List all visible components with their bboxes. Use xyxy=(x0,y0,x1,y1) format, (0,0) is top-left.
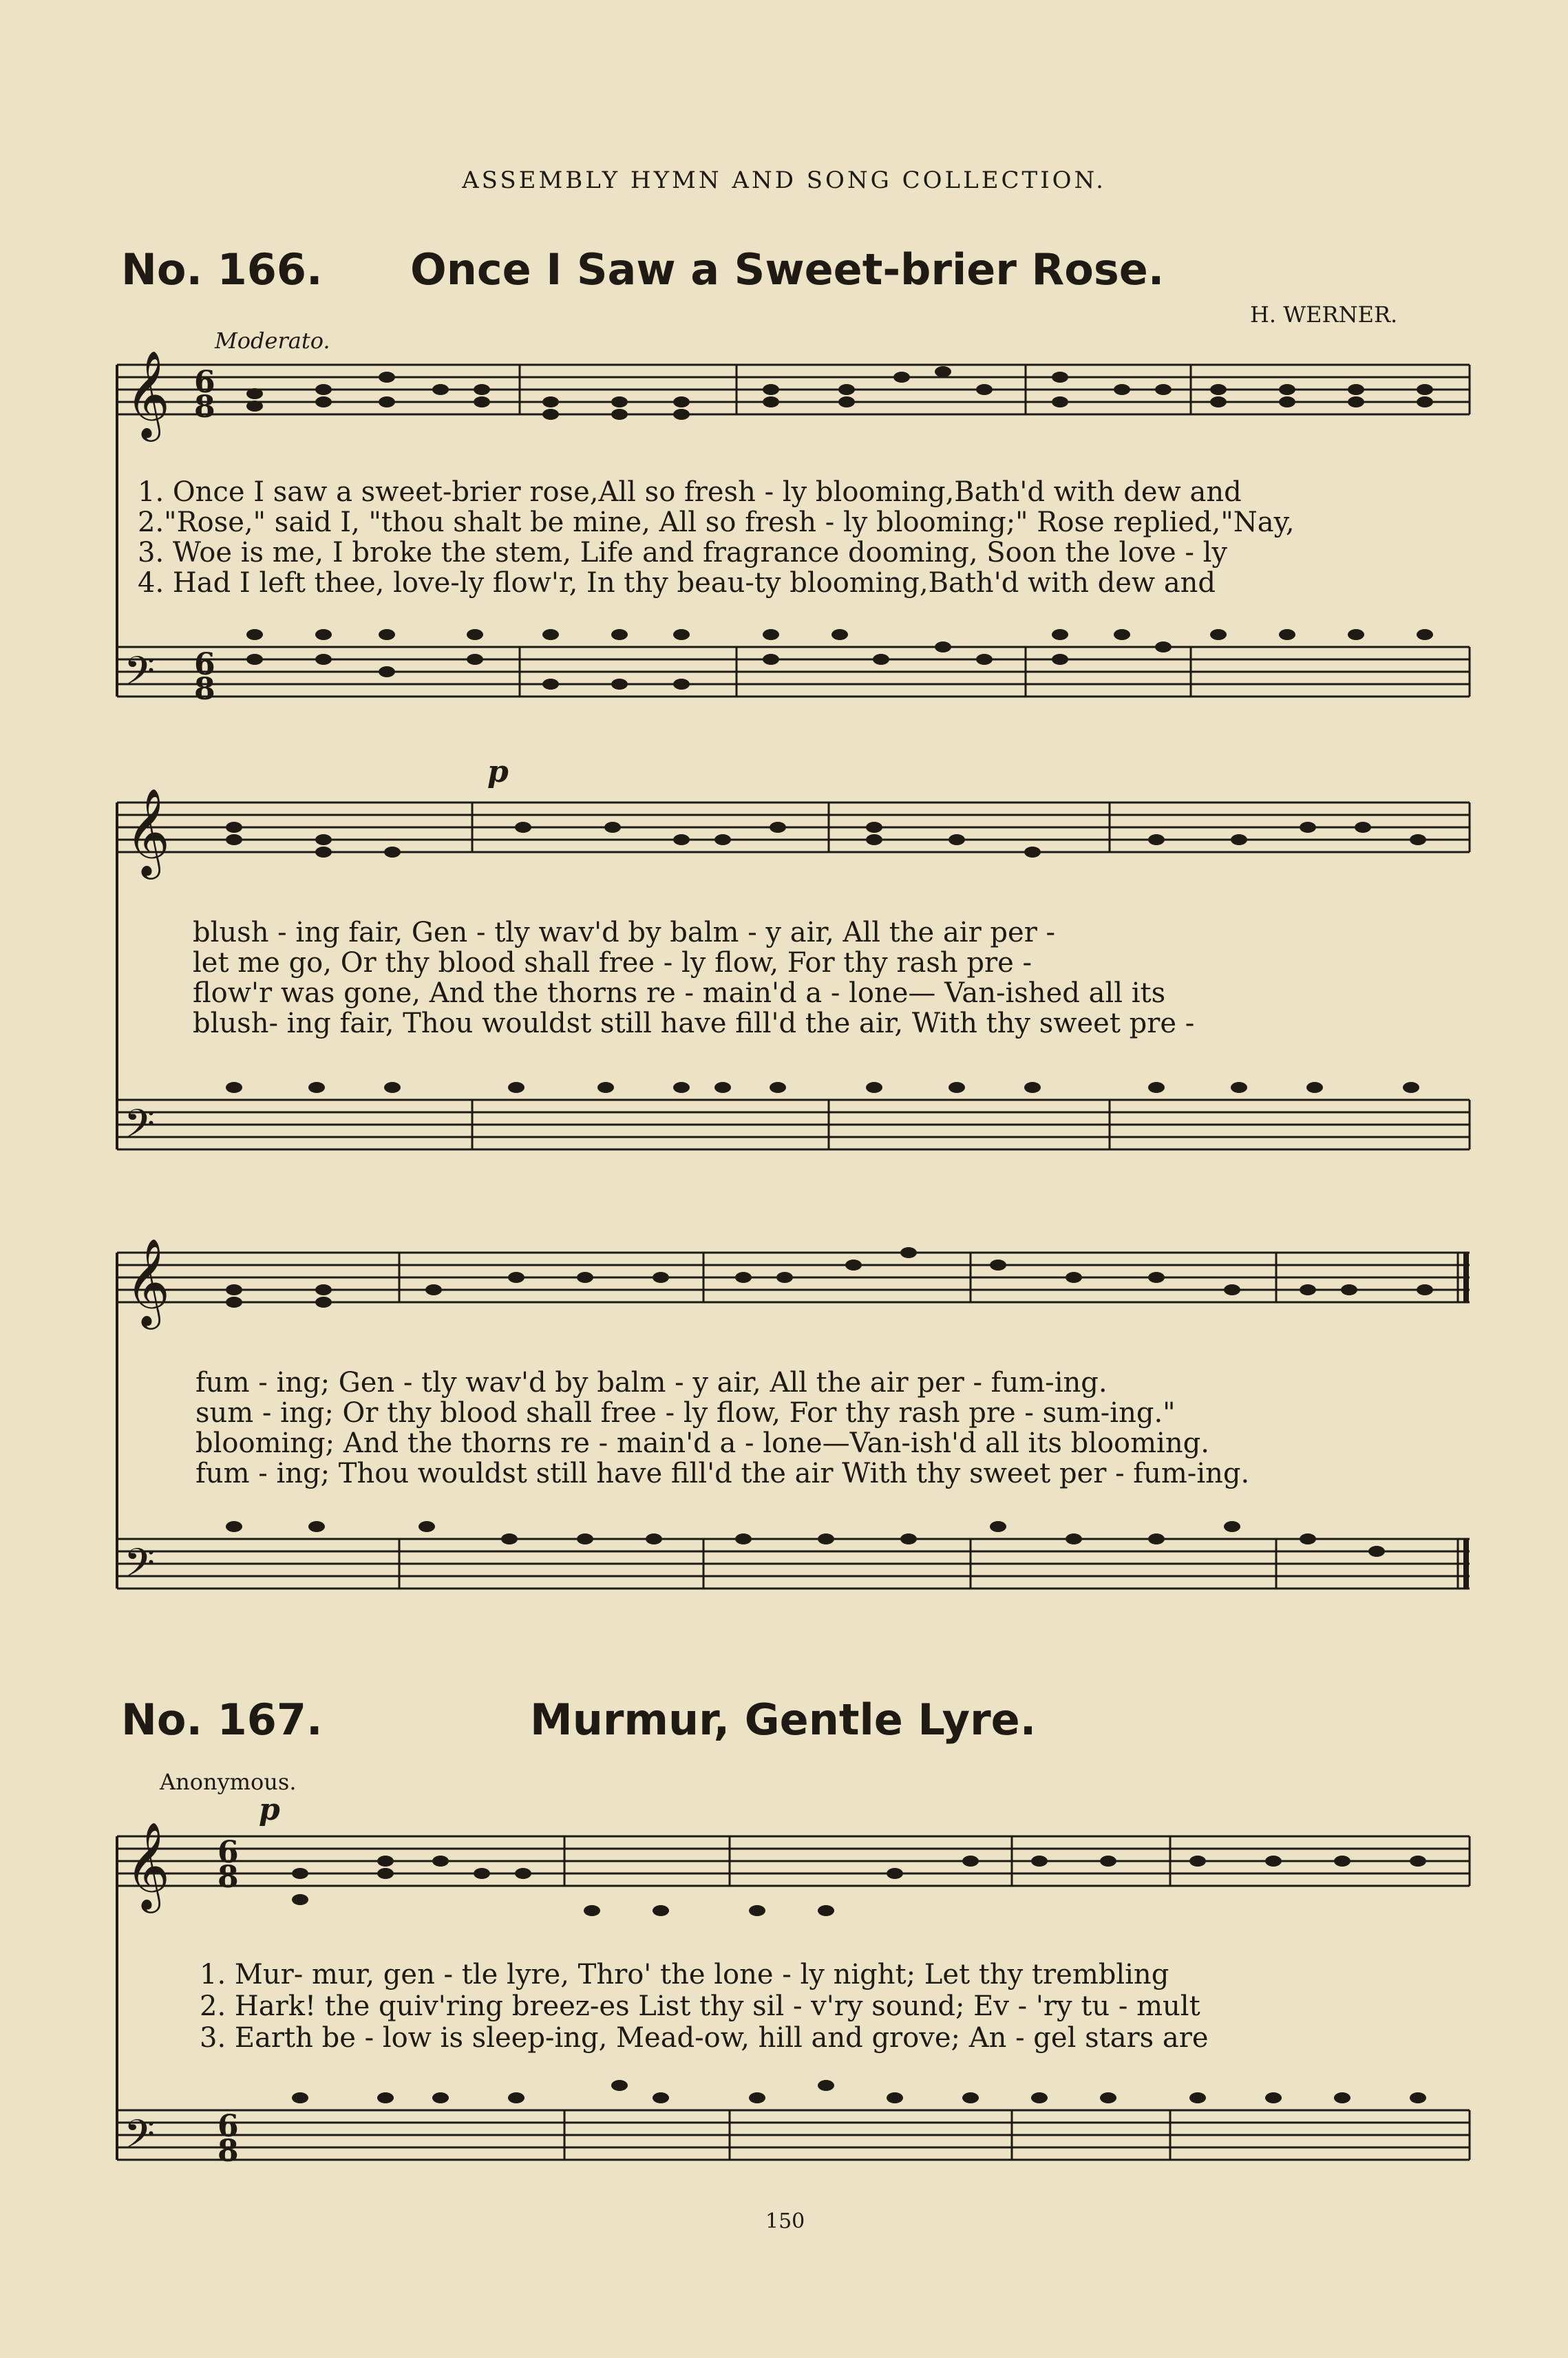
lyric-167-1: 1. Mur- mur, gen - tle lyre, Thro' the lone - ly night; Let thy trembling xyxy=(200,1959,1169,1990)
svg-text:6: 6 xyxy=(218,1835,239,1870)
hymn-167-composer: Anonymous. xyxy=(160,1769,297,1795)
lyric-166-1-3: 3. Woe is me, I broke the stem, Life and fragrance dooming, Soon the love - ly xyxy=(138,537,1228,569)
page-number: 150 xyxy=(765,2209,805,2233)
hymn-167-number: No. 167. xyxy=(121,1695,323,1745)
lyric-166-1-1: 1. Once I saw a sweet-brier rose,All so fresh - ly blooming,Bath'd with dew and xyxy=(138,476,1242,508)
staff-166-3-treble xyxy=(117,1253,1470,1302)
svg-text:8: 8 xyxy=(218,2134,239,2169)
staff-166-2-treble xyxy=(117,803,1470,852)
lyric-166-2-1: blush - ing fair, Gen - tly wav'd by balm - y air, All the air per - xyxy=(193,917,1056,948)
lyric-166-2-4: blush- ing fair, Thou wouldst still have fill'd the air, With thy sweet pre - xyxy=(193,1008,1195,1039)
treble-clef-icon: 𝄞 xyxy=(125,787,171,875)
staff-166-1-bass xyxy=(117,647,1470,697)
hymn-166-dynamic: p xyxy=(487,754,509,789)
hymn-167-dynamic: p xyxy=(259,1792,280,1827)
lyric-167-2: 2. Hark! the quiv'ring breez-es List thy sil - v'ry sound; Ev - 'ry tu - mult xyxy=(200,1990,1200,2022)
svg-text:6: 6 xyxy=(194,647,215,682)
lyric-166-3-4: fum - ing; Thou wouldst still have fill'd the air With thy sweet per - fum-ing. xyxy=(195,1458,1250,1489)
staff-167-1-bass xyxy=(117,2110,1470,2160)
bass-clef-icon: 𝄢 xyxy=(124,2111,156,2167)
lyric-166-3-2: sum - ing; Or thy blood shall free - ly flow, For thy rash pre - sum-ing." xyxy=(195,1397,1176,1429)
lyric-166-3-1: fum - ing; Gen - tly wav'd by balm - y air, All the air per - fum-ing. xyxy=(195,1367,1108,1399)
svg-text:8: 8 xyxy=(194,390,215,425)
bass-clef-icon: 𝄢 xyxy=(124,648,156,704)
bass-clef-icon: 𝄢 xyxy=(124,1101,156,1157)
lyric-166-2-3: flow'r was gone, And the thorns re - main'd a - lone— Van-ished all its xyxy=(193,977,1166,1009)
hymn-166-tempo: Moderato. xyxy=(215,328,330,354)
hymn-166-composer: H. WERNER. xyxy=(1250,301,1398,328)
svg-text:6: 6 xyxy=(218,2109,239,2144)
staff-166-3-bass xyxy=(117,1539,1470,1589)
lyric-166-1-4: 4. Had I left thee, love-ly flow'r, In thy beau-ty blooming,Bath'd with dew and xyxy=(138,567,1216,599)
lyric-167-3: 3. Earth be - low is sleep-ing, Mead-ow, hill and grove; An - gel stars are xyxy=(200,2022,1209,2054)
lyric-166-2-2: let me go, Or thy blood shall free - ly flow, For thy rash pre - xyxy=(193,947,1032,979)
hymn-166-number: No. 166. xyxy=(121,244,323,295)
lyric-166-3-3: blooming; And the thorns re - main'd a - lone—Van-ish'd all its blooming. xyxy=(195,1427,1209,1459)
svg-text:6: 6 xyxy=(194,365,215,400)
treble-clef-icon: 𝄞 xyxy=(125,1821,171,1909)
treble-clef-icon: 𝄞 xyxy=(125,1238,171,1326)
lyric-166-1-2: 2."Rose," said I, "thou shalt be mine, All so fresh - ly blooming;" Rose replied,"Nay, xyxy=(138,507,1295,538)
treble-clef-icon: 𝄞 xyxy=(125,350,171,438)
running-head: ASSEMBLY HYMN AND SONG COLLECTION. xyxy=(462,167,1106,194)
hymn-166-title: Once I Saw a Sweet-brier Rose. xyxy=(410,244,1165,295)
staff-166-2-bass xyxy=(117,1100,1470,1149)
svg-text:8: 8 xyxy=(218,1860,239,1895)
hymn-167-title: Murmur, Gentle Lyre. xyxy=(530,1695,1037,1745)
bass-clef-icon: 𝄢 xyxy=(124,1540,156,1596)
svg-text:8: 8 xyxy=(194,672,215,707)
